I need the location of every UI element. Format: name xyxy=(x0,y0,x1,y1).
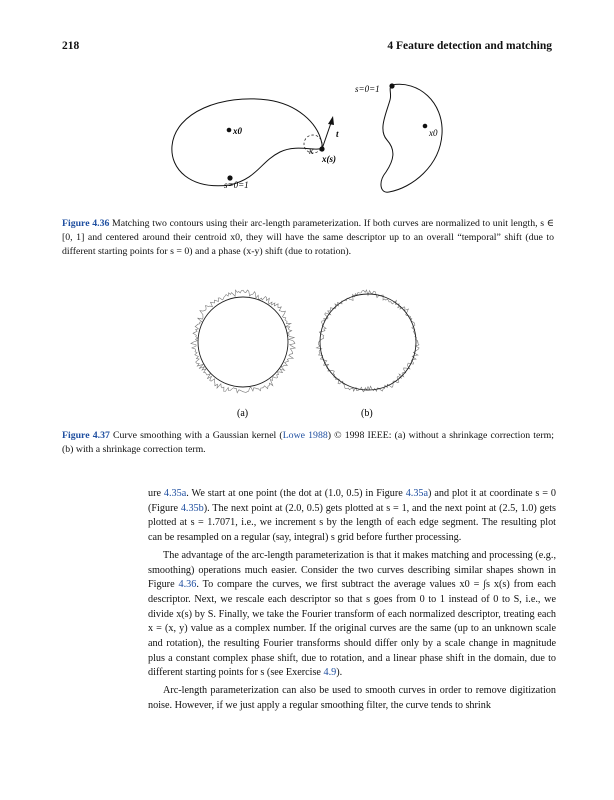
panel-b-plot xyxy=(317,290,420,392)
centroid-right-dot xyxy=(423,124,428,129)
figure-4-36-diagram xyxy=(150,74,450,204)
xs-dot xyxy=(319,146,324,151)
panel-a-label: (a) xyxy=(237,408,249,419)
paragraph-1 xyxy=(148,487,556,546)
p2-text-b: . To compare the curves, we first subtract the average values x0 = ∫s x(s) from each descriptor. Next, we rescale each descriptor so that s goes from 0 to 1 instead of 0 to S, i.e., we divide x(s) by S. Finally, we take the Fourier transform of each normalized descriptor, treating each x = (x, y) value as a complex number. If the original curves are the same (up to an unknown scale and rotation), the resulting Fourier transforms should differ only by a scale change in magnitude plus a constant complex phase shift, due to rotation, and a linear phase shift in the domain, due to different starting points for s (see Exercise xyxy=(148,579,556,679)
figure-4-36-caption-text: Matching two contours using their arc-length parameterization. If both curves are normalized to unit length, s ∈ [0, 1] and centered around their centroid x0, they will have the same descriptor up to an overall “temporal” shift (due to different starting points for s = 0) and a phase (x-y) shift (due to rotation). xyxy=(62,218,554,258)
paragraph-2 xyxy=(148,549,556,681)
tangent-arrowhead xyxy=(328,116,334,125)
p1-text-b: . We start at one point (the dot at (1.0, 0.5) in Figure xyxy=(186,488,406,499)
page-number: 218 xyxy=(62,40,80,52)
noisy-curve-a xyxy=(191,290,295,393)
s01-right-label: s=0=1 xyxy=(355,84,380,94)
paragraph-3: Arc-length parameterization can also be used to smooth curves in order to remove digitization noise. However, if we just apply a regular smoothing filter, the curve tends to shrink xyxy=(148,685,556,711)
s01-left-label: s=0=1 xyxy=(224,180,249,190)
kappa-label: κ xyxy=(309,146,314,156)
left-contour xyxy=(172,99,322,186)
ref-figure-4-36[interactable]: 4.36 xyxy=(178,579,197,591)
p2-text-a: The advantage of the arc-length parameterization is that it makes matching and processing (e.g., smoothing) operations much easier. Consider the two curves describing similar shapes shown in Figure xyxy=(148,549,556,591)
p1-text-d: ). The next point at (2.0, 0.5) gets plotted at s = 1, and the next point at (2.5, 1.0) gets plotted at s = 1.7071, i.e., we increment s by the length of each edge segment. The resulting plot can be resampled on a regular (say, integral) s grid before further processing. xyxy=(148,502,556,544)
ref-figure-4-35b[interactable]: 4.35b xyxy=(180,502,204,514)
panel-a-plot xyxy=(191,290,295,393)
ref-figure-4-35a-2[interactable]: 4.35a xyxy=(405,488,429,499)
smoothed-curve-a xyxy=(198,297,288,387)
start-right-dot xyxy=(389,83,394,88)
t-label: t xyxy=(336,129,339,139)
figure-4-37-caption-text-2: ) © 1998 IEEE: (a) without a shrinkage correction term; (b) with a shrinkage correction term. xyxy=(62,430,554,456)
figure-4-37-caption xyxy=(62,429,554,457)
p2-text-c: ). xyxy=(336,667,343,679)
citation-lowe-1988[interactable]: Lowe 1988 xyxy=(282,430,328,441)
p1-text-c: ) and plot it at coordinate s = 0 (Figure xyxy=(148,488,556,514)
figure-4-37-diagram xyxy=(185,288,430,428)
figure-4-36-label: Figure 4.36 xyxy=(62,218,110,229)
x0-right-label: x0 xyxy=(429,128,438,138)
centroid-left-dot xyxy=(227,128,232,133)
xs-label: x(s) xyxy=(322,154,336,164)
noisy-curve-b xyxy=(317,290,420,392)
chapter-title: 4 Feature detection and matching xyxy=(387,40,552,52)
figure-4-36-caption xyxy=(62,217,554,260)
figure-4-37-label: Figure 4.37 xyxy=(62,430,110,441)
ref-exercise-4-9[interactable]: 4.9 xyxy=(323,667,337,679)
panel-b-label: (b) xyxy=(361,408,373,419)
x0-left-label: x0 xyxy=(233,126,242,136)
figure-4-37-caption-text-1: Curve smoothing with a Gaussian kernel ( xyxy=(109,430,283,441)
p1-text-a: ure xyxy=(148,488,164,499)
body-text xyxy=(148,487,556,717)
ref-figure-4-35a-1[interactable]: 4.35a xyxy=(163,488,187,499)
right-contour xyxy=(381,84,442,192)
